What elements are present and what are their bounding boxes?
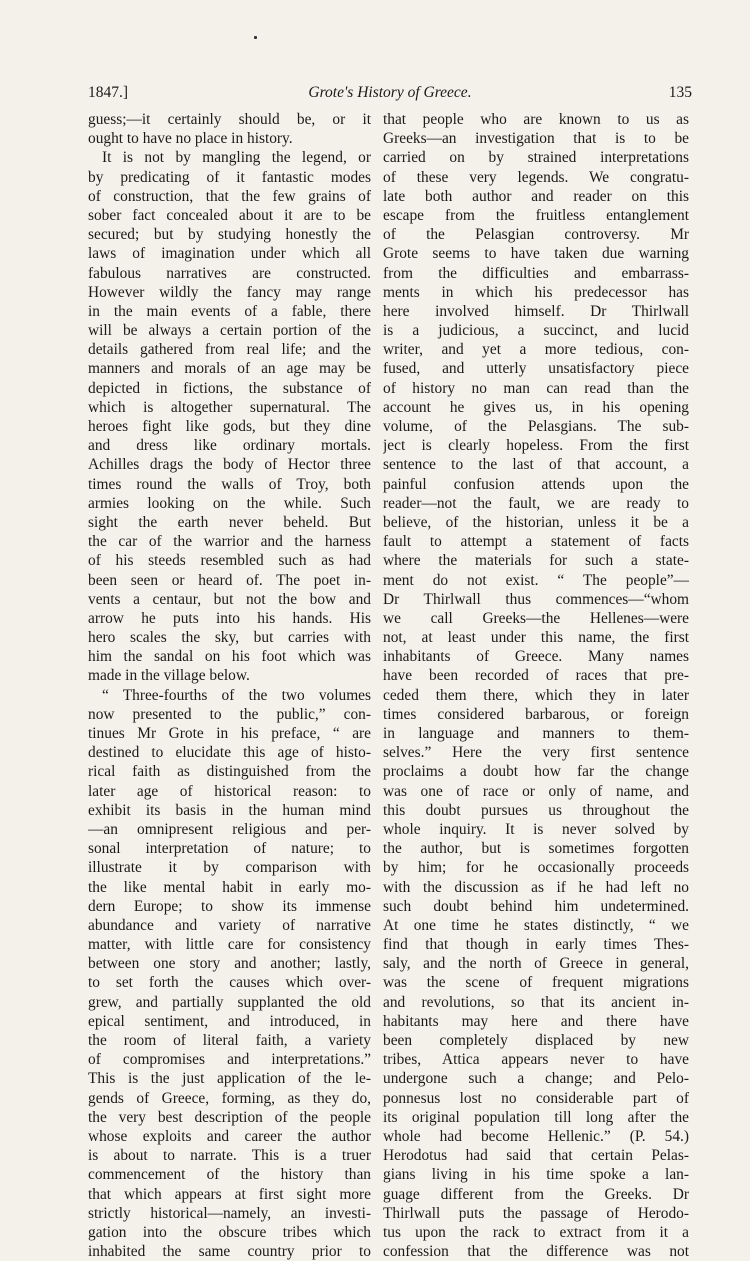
text-line: commencement of the history than <box>88 1166 371 1184</box>
text-line: been completely displaced by new <box>383 1032 689 1049</box>
text-line: by predicating of it fantastic modes <box>88 168 371 186</box>
text-line: and dress like ordinary mortals. <box>88 437 371 455</box>
text-line: whose exploits and career the author <box>88 1127 371 1145</box>
text-line: between one story and another; lastly, <box>88 955 371 973</box>
text-line: whole inquiry. It is never solved by <box>383 820 689 838</box>
text-line: Grote seems to have taken due warning <box>383 245 689 263</box>
text-line: ment do not exist. “ The people”— <box>383 571 689 589</box>
text-line: believe, of the historian, unless it be a <box>383 513 689 531</box>
text-line: of the Pelasgian controversy. Mr <box>383 226 689 244</box>
left-column <box>88 110 371 1261</box>
header-year: 1847.] <box>88 84 129 101</box>
text-line: sight the earth never beheld. But <box>88 513 371 531</box>
text-line: armies looking on the while. Such <box>88 494 371 512</box>
text-line: sober fact concealed about it are to be <box>88 206 371 224</box>
text-line: ments in which his predecessor has <box>383 283 689 301</box>
text-line: of construction, that the few grains of <box>88 187 371 205</box>
text-line: its original population till long after the <box>383 1108 689 1126</box>
text-line: fused, and utterly unsatisfactory piece <box>383 360 689 378</box>
text-line: of these very legends. We congratu- <box>383 168 689 186</box>
text-line: strictly historical—namely, an investi- <box>88 1204 371 1222</box>
text-line: now presented to the public,” con- <box>88 705 371 723</box>
text-line: we call Greeks—the Hellenes—were <box>383 609 689 627</box>
text-line: find that though in early times Thes- <box>383 936 689 954</box>
text-line: the author, but is sometimes forgotten <box>383 840 689 858</box>
text-line: dern Europe; to show its immense <box>88 897 371 915</box>
text-line: epical sentiment, and introduced, in <box>88 1012 371 1030</box>
text-line: the room of literal faith, a variety <box>88 1032 371 1049</box>
text-line: Greeks—an investigation that is to be <box>383 130 689 148</box>
text-line: by him; for he occasionally proceeds <box>383 859 689 877</box>
text-line: fabulous narratives are constructed. <box>88 264 371 282</box>
text-line: fault to attempt a statement of facts <box>383 533 689 551</box>
text-line: guage different from the Greeks. Dr <box>383 1185 689 1203</box>
ink-speck <box>254 36 257 39</box>
text-line: him the sandal on his foot which was <box>88 648 371 666</box>
text-line: where the materials for such a state- <box>383 552 689 570</box>
text-line: to set forth the causes which over- <box>88 974 371 992</box>
text-line: from the difficulties and embarrass- <box>383 264 689 282</box>
text-line: grew, and partially supplanted the old <box>88 993 371 1011</box>
text-line: This is the just application of the le- <box>88 1070 371 1088</box>
text-line: sentence to the last of that account, a <box>383 456 689 474</box>
text-line: ceded them there, which they in later <box>383 686 689 704</box>
text-line: tus upon the rack to extract from it a <box>383 1223 689 1241</box>
text-line: times considered barbarous, or foreign <box>383 705 689 723</box>
text-line: laws of imagination under which all <box>88 245 371 263</box>
text-line: inhabited the same country prior to <box>88 1243 371 1261</box>
text-line: will be always a certain portion of the <box>88 322 371 340</box>
text-line: and revolutions, so that its ancient in- <box>383 993 689 1011</box>
text-line: However wildly the fancy may range <box>88 283 371 301</box>
text-line: been seen or heard of. The poet in- <box>88 571 371 589</box>
text-line: saly, and the north of Greece in general, <box>383 955 689 973</box>
text-line: tribes, Attica appears never to have <box>383 1051 689 1069</box>
right-column <box>383 110 689 1261</box>
text-line: secured; but by studying honestly the <box>88 226 371 244</box>
text-line: such doubt behind him undetermined. <box>383 897 689 915</box>
text-line: sonal interpretation of nature; to <box>88 840 371 858</box>
text-line: selves.” Here the very first sentence <box>383 744 689 762</box>
text-line: the car of the warrior and the harness <box>88 533 371 551</box>
text-line: writer, and yet a more tedious, con- <box>383 341 689 359</box>
text-line: gation into the obscure tribes which <box>88 1223 371 1241</box>
text-line: made in the village below. <box>88 667 250 685</box>
text-line: It is not by mangling the legend, or <box>102 149 371 167</box>
text-line: depicted in fictions, the substance of <box>88 379 371 397</box>
text-line: vents a centaur, but not the bow and <box>88 590 371 608</box>
text-line: this doubt pursues us throughout the <box>383 801 689 819</box>
text-line: is a judicious, a succinct, and lucid <box>383 322 689 340</box>
text-line: in the main events of a fable, there <box>88 302 371 320</box>
text-line: reader—not the fault, we are ready to <box>383 494 689 512</box>
text-line: ought to have no place in history. <box>88 130 293 148</box>
page-number: 135 <box>668 84 692 101</box>
text-line: Dr Thirlwall thus commences—“whom <box>383 590 689 608</box>
text-line: gians living in his time spoke a lan- <box>383 1166 689 1184</box>
text-line: that which appears at first sight more <box>88 1185 371 1203</box>
text-line: of his steeds resembled such as had <box>88 552 371 570</box>
text-line: gends of Greece, forming, as they do, <box>88 1089 371 1107</box>
text-line: not, at least under this name, the first <box>383 629 689 647</box>
text-line: with the discussion as if he had left no <box>383 878 689 896</box>
text-line: manners and morals of an age may be <box>88 360 371 378</box>
text-line: volume, of the Pelasgians. The sub- <box>383 418 689 435</box>
text-line: confession that the difference was not <box>383 1243 689 1261</box>
text-line: have been recorded of races that pre- <box>383 667 689 685</box>
text-line: the like mental habit in early mo- <box>88 878 371 896</box>
text-line: in language and manners to them- <box>383 725 689 742</box>
running-header <box>88 84 692 108</box>
text-line: times round the walls of Troy, both <box>88 475 371 493</box>
text-line: whole had become Hellenic.” (P. 54.) <box>383 1127 689 1145</box>
text-line: painful confusion attends upon the <box>383 475 689 493</box>
text-line: Achilles drags the body of Hector three <box>88 456 371 474</box>
text-line: here involved himself. Dr Thirlwall <box>383 302 689 320</box>
text-line: is about to narrate. This is a truer <box>88 1147 371 1165</box>
text-line: ject is clearly hopeless. From the first <box>383 437 689 455</box>
text-line: Thirlwall puts the passage of Herodo- <box>383 1204 689 1222</box>
text-line: At one time he states distinctly, “ we <box>383 916 689 934</box>
text-line: habitants may here and there have <box>383 1012 689 1030</box>
text-line: undergone such a change; and Pelo- <box>383 1070 689 1088</box>
text-line: which is altogether supernatural. The <box>88 398 371 416</box>
text-line: inhabitants of Greece. Many names <box>383 648 689 666</box>
text-line: carried on by strained interpretations <box>383 149 689 167</box>
text-line: matter, with little care for consistency <box>88 936 371 954</box>
text-line: of history no man can read than the <box>383 379 689 397</box>
text-line: illustrate it by comparison with <box>88 859 371 877</box>
text-line: Herodotus had said that certain Pelas- <box>383 1147 689 1165</box>
text-line: heroes fight like gods, but they dine <box>88 418 371 435</box>
text-line: proclaims a doubt how far the change <box>383 763 689 781</box>
text-line: abundance and variety of narrative <box>88 916 371 934</box>
text-line: of compromises and interpretations.” <box>88 1051 371 1069</box>
text-line: was the scene of frequent migrations <box>383 974 689 992</box>
text-line: —an omnipresent religious and per- <box>88 820 371 838</box>
text-line: later age of historical reason: to <box>88 782 371 800</box>
text-line: escape from the fruitless entanglement <box>383 206 689 224</box>
text-line: arrow he puts into his hands. His <box>88 609 371 627</box>
text-line: guess;—it certainly should be, or it <box>88 111 371 128</box>
text-line: was one of race or only of name, and <box>383 782 689 800</box>
text-line: the very best description of the people <box>88 1108 371 1126</box>
text-line: hero scales the sky, but carries with <box>88 629 371 647</box>
text-line: ponnesus lost no considerable part of <box>383 1089 689 1107</box>
text-line: tinues Mr Grote in his preface, “ are <box>88 725 371 742</box>
text-line: details gathered from real life; and the <box>88 341 371 359</box>
text-line: destined to elucidate this age of histo- <box>88 744 371 762</box>
text-line: late both author and reader on this <box>383 187 689 205</box>
header-title: Grote's History of Greece. <box>308 84 472 101</box>
text-line: account he gives us, in his opening <box>383 398 689 416</box>
text-line: rical faith as distinguished from the <box>88 763 371 781</box>
text-line: exhibit its basis in the human mind <box>88 801 371 819</box>
text-line: “ Three-fourths of the two volumes <box>102 686 371 704</box>
text-line: that people who are known to us as <box>383 111 689 128</box>
